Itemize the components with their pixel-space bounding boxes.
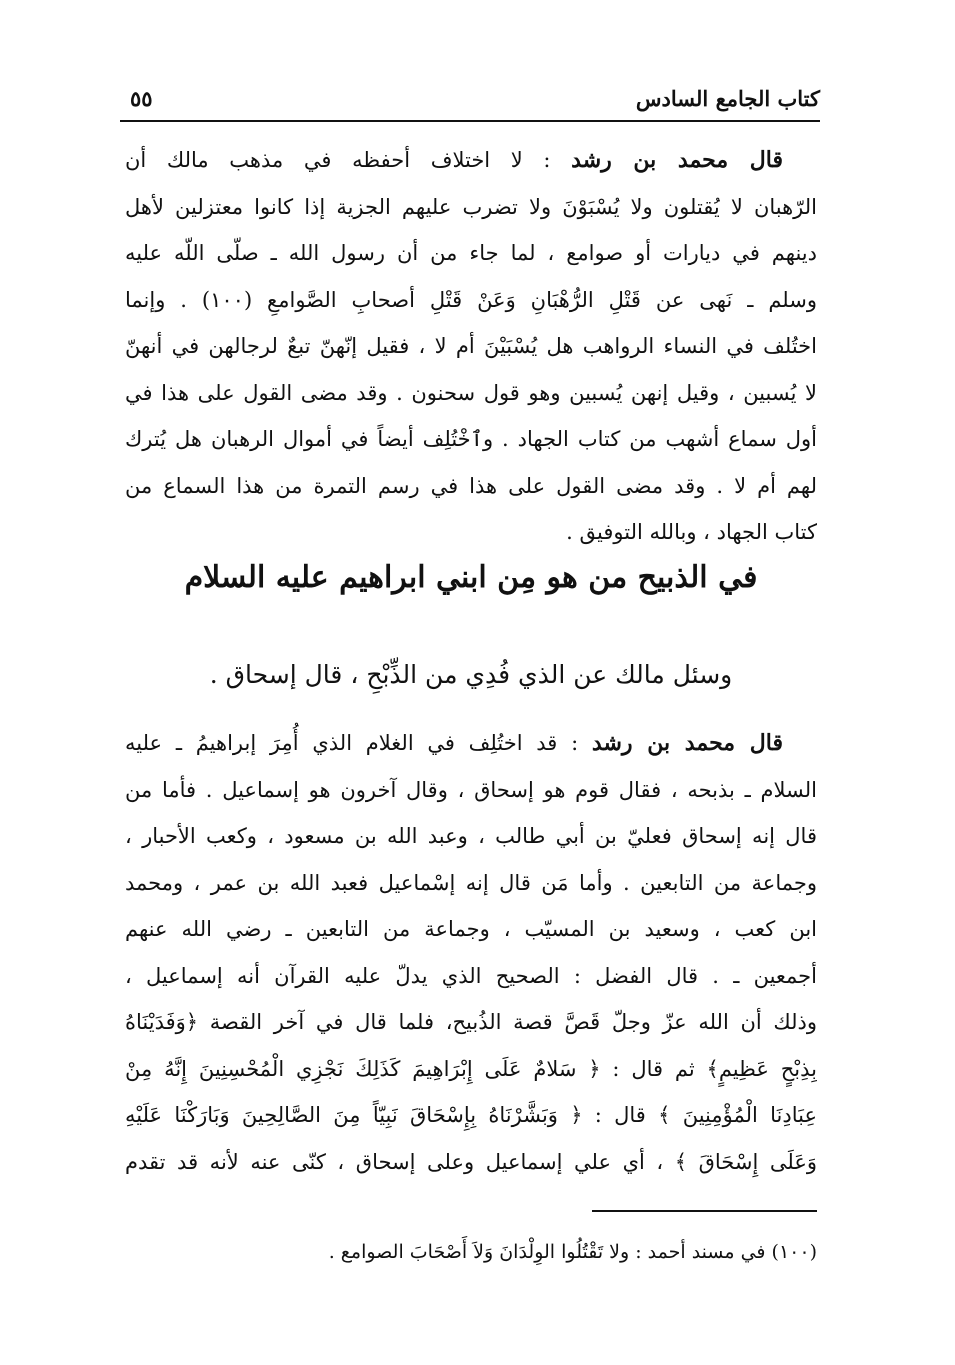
text-line: وذلك أن الله عزّ وجلّ قَصَّ قصة الذُبيح، فلما قال في آخر القصة ﴿وَفَدَيْنَاهُ xyxy=(125,1010,817,1034)
text-line: دينهم في ديارات أو صوامع ، لما جاء من أن رسول الله ـ صلّى اللّه عليه xyxy=(125,241,817,265)
footnote-divider xyxy=(592,1210,817,1212)
text-line xyxy=(125,720,817,767)
question-line: وسئل مالك عن الذي فُدِي من الذِّبْحِ ، قال إسحاق . xyxy=(209,660,733,689)
text-line: لهم أم لا . وقد مضى القول على هذا في رسم التمرة من هذا السماع من xyxy=(125,473,817,498)
running-header xyxy=(120,82,820,122)
text-line: وَعَلَى إِسْحَاقَ ﴾ ، أي علي إسماعيل وعلى إسحاق ، كنّى عنه لأنه قد تقدم xyxy=(125,1149,817,1174)
section-heading: في الذبيح من هو مِن ابني ابراهيم عليه السلام xyxy=(184,560,758,595)
line-text: : لا اختلاف أحفظه في مذهب مالك أن xyxy=(125,148,572,172)
text-line: السلام ـ بذبحه ، فقال قوم هو إسحاق ، وقال آخرون هو إسماعيل . فأما من xyxy=(125,777,817,802)
text-line: وجماعة من التابعين . وأما مَن قال إنه إسْماعيل فعبد الله بن عمر ، ومحمد xyxy=(125,870,817,895)
page-number: ٥٥ xyxy=(130,86,153,111)
text-line: بِذِبْحٍ عَظِيمٍ﴾ ثم قال : ﴿ سَلامٌ عَلَى إِبْرَاهِيمَ كَذَلِكَ نَجْزِي الْمُحْسِنِينَ إِنَّهُ مِنْ xyxy=(125,1056,817,1081)
speaker-label: قال محمد بن رشد xyxy=(571,147,783,173)
text-line: عِبَادِنَا الْمُؤْمِنِينَ ﴾ قال : ﴿ وَبَشَّرْنَاهُ بِإِسْحَاقَ نَبِيّاً مِنَ الصَّالِحِينَ وَبَارَكْنَا عَلَيْهِ xyxy=(125,1103,817,1127)
running-title: كتاب الجامع السادس xyxy=(635,86,820,111)
text-line: ابن كعب ، وسعيد بن المسيّب ، وجماعة من التابعين ـ رضي الله عنهم xyxy=(125,917,817,941)
text-line: وسلم ـ نَهى عن قَتْلِ الرُّهْبَانِ وَعَنْ قَتْلِ أصحابِ الصَّوامعِ (١٠٠) . وإنما xyxy=(125,287,817,312)
text-line xyxy=(125,137,817,184)
text-line: اختُلف في النساء الرواهب هل يُسْبَيْنَ أم لا ، فقيل إنّهنّ تبعٌ لرجالهن في أنهنّ xyxy=(125,334,817,358)
line-text: : قد اختُلِف في الغلام الذي أُمِرَ إبراهيمُ ـ عليه xyxy=(125,731,592,755)
text-line: أول سماع أشهب من كتاب الجهاد . وٱخْتُلِف أيضاً في أموال الرهبان هل يُترك xyxy=(125,427,817,451)
text-line: كتاب الجهاد ، وبالله التوفيق . xyxy=(566,520,817,544)
paragraph-2 xyxy=(125,720,817,1185)
text-line: الرّهبان لا يُقتلون ولا يُسْبَوْنَ ولا تضرب عليهم الجزية إذا كانوا معتزلين لأهل xyxy=(125,194,817,219)
text-line: أجمعين ـ . قال الفضل : الصحيح الذي يدلّ عليه القرآن أنه إسماعيل ، xyxy=(125,963,817,988)
footnote: (١٠٠) في مسند أحمد : ولا تَقْتُلُوا الوِلْدَانَ وَلاَ أَصْحَابَ الصوامع . xyxy=(328,1241,817,1263)
text-line: لا يُسبين ، وقيل إنهن يُسبين وهو قول سحنون . وقد مضى القول على هذا في xyxy=(125,380,817,405)
paragraph-1 xyxy=(125,137,817,556)
text-line: قال إنه إسحاق فعليّ بن أبي طالب ، وعبد الله بن مسعود ، وكعب الأحبار ، xyxy=(125,824,817,848)
speaker-label: قال محمد بن رشد xyxy=(591,730,783,756)
